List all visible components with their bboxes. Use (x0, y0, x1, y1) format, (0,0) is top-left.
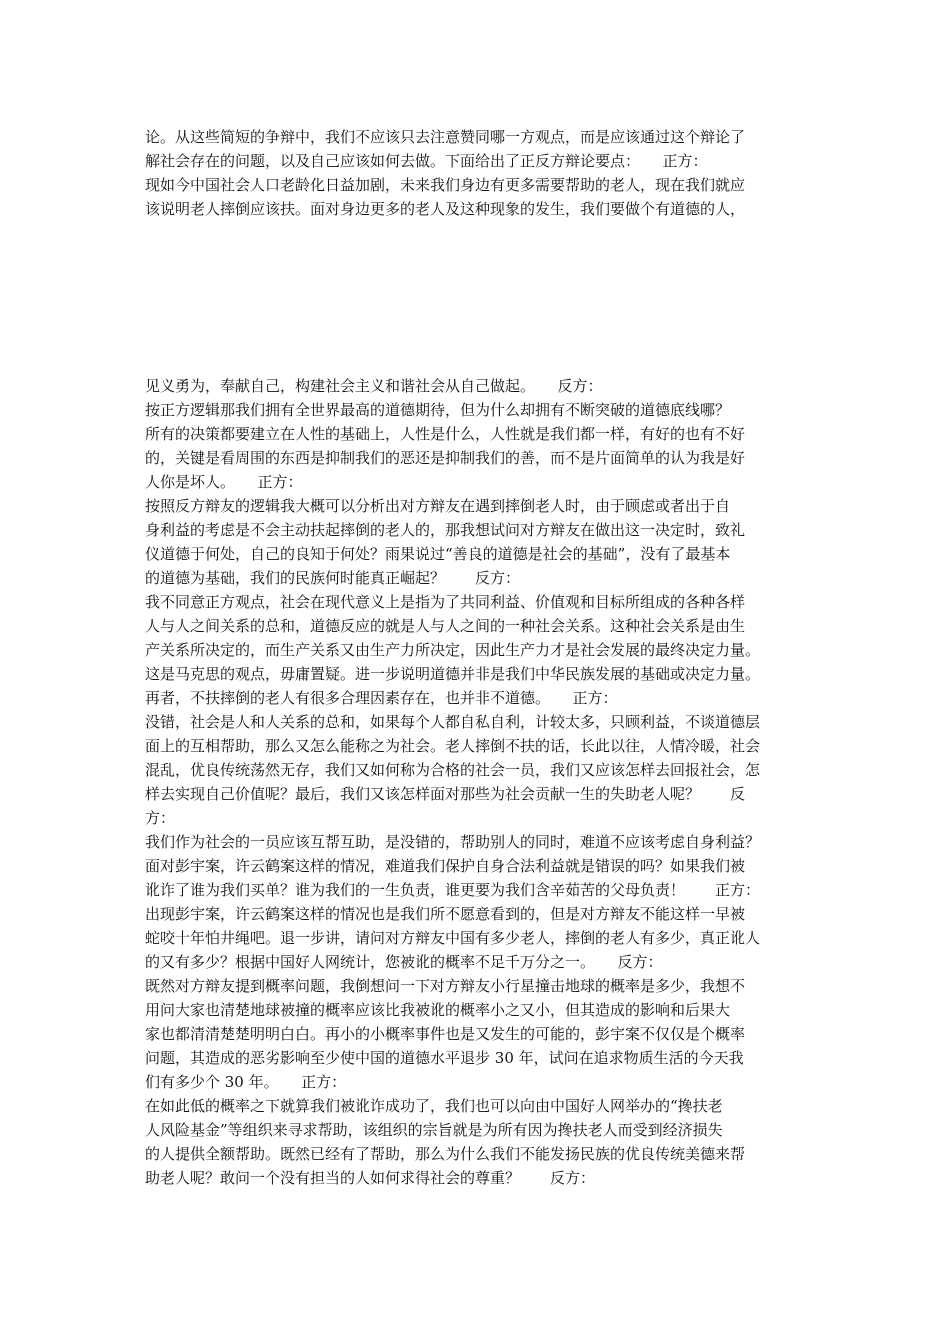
text-line: 这是马克思的观点，毋庸置疑。进一步说明道德并非是我们中华民族发展的基础或决定力量。 (145, 665, 761, 683)
text-line: 人你是坏人。 正方： (145, 473, 303, 491)
text-line: 面上的互相帮助，那么又怎么能称之为社会。老人摔倒不扶的话，长此以往，人情冷暖，社会 (145, 737, 761, 755)
text-line: 我们作为社会的一员应该互帮互助，是没错的，帮助别人的同时，难道不应该考虑自身利益？ (145, 833, 761, 851)
text-block-main (145, 374, 825, 1190)
text-line: 的又有多少？根据中国好人网统计，您被讹的概率不足千万分之一。 反方： (145, 953, 663, 971)
text-line: 家也都清清楚楚明明白白。再小的小概率事件也是又发生的可能的，彭宇案不仅仅是个概率 (145, 1025, 746, 1043)
text-line: 身利益的考虑是不会主动扶起摔倒的老人的，那我想试问对方辩友在做出这一决定时，致礼 (145, 521, 746, 539)
text-line: 在如此低的概率之下就算我们被讹诈成功了，我们也可以向由中国好人网举办的“搀扶老 (145, 1097, 723, 1115)
text-line: 现如今中国社会人口老龄化日益加剧，未来我们身边有更多需要帮助的老人，现在我们就应 (145, 176, 746, 194)
text-line: 蛇咬十年怕井绳吧。退一步讲，请问对方辩友中国有多少老人，摔倒的老人有多少，真正讹人 (145, 929, 761, 947)
text-line: 再者，不扶摔倒的老人有很多合理因素存在，也并非不道德。 正方： (145, 689, 618, 707)
text-line: 面对彭宇案，许云鹤案这样的情况，难道我们保护自身合法利益就是错误的吗？如果我们被 (145, 857, 746, 875)
text-line: 人风险基金”等组织来寻求帮助，该组织的宗旨就是为所有因为搀扶老人而受到经济损失 (145, 1121, 723, 1139)
text-line: 的道德为基础，我们的民族何时能真正崛起？ 反方： (145, 569, 521, 587)
text-line: 们有多少个 30 年。 正方： (145, 1073, 347, 1091)
text-line: 解社会存在的问题，以及自己应该如何去做。下面给出了正反方辩论要点： 正方： (145, 152, 708, 170)
text-line: 讹诈了谁为我们买单？谁为我们的一生负责，谁更要为我们含辛茹苦的父母负责！ 正方： (145, 881, 761, 899)
text-line: 论。从这些简短的争辩中，我们不应该只去注意赞同哪一方观点，而是应该通过这个辩论了 (145, 128, 746, 146)
text-line: 见义勇为，奉献自己，构建社会主义和谐社会从自己做起。 反方： (145, 377, 603, 395)
text-line: 该说明老人摔倒应该扶。面对身边更多的老人及这种现象的发生，我们要做个有道德的人， (145, 200, 746, 218)
text-line: 样去实现自己价值呢？最后，我们又该怎样面对那些为社会贡献一生的失助老人呢？ 反 (145, 785, 746, 803)
text-line: 既然对方辩友提到概率问题，我倒想问一下对方辩友小行星撞击地球的概率是多少，我想不 (145, 977, 746, 995)
text-line: 我不同意正方观点，社会在现代意义上是指为了共同利益、价值观和目标所组成的各种各样 (145, 593, 746, 611)
text-line: 方： (145, 809, 176, 827)
text-line: 问题，其造成的恶劣影响至少使中国的道德水平退步 30 年，试问在追求物质生活的今天我 (145, 1049, 744, 1067)
text-line: 所有的决策都要建立在人性的基础上，人性是什么，人性就是我们都一样，有好的也有不好 (145, 425, 746, 443)
text-line: 的人提供全额帮助。既然已经有了帮助，那么为什么我们不能发扬民族的优良传统美德来帮 (145, 1145, 746, 1163)
text-line: 用问大家也清楚地球被撞的概率应该比我被讹的概率小之又小，但其造成的影响和后果大 (145, 1001, 731, 1019)
text-line: 的，关键是看周围的东西是抑制我们的恶还是抑制我们的善，而不是片面简单的认为我是好 (145, 449, 746, 467)
text-block-top (145, 125, 825, 221)
text-line: 仪道德于何处，自己的良知于何处？雨果说过“善良的道德是社会的基础”，没有了最基本 (145, 545, 731, 563)
text-line: 产关系所决定的，而生产关系又由生产力所决定，因此生产力才是社会发展的最终决定力量。 (145, 641, 761, 659)
text-line: 混乱，优良传统荡然无存，我们又如何称为合格的社会一员，我们又应该怎样去回报社会，怎 (145, 761, 761, 779)
text-line: 助老人呢？敢问一个没有担当的人如何求得社会的尊重？ 反方： (145, 1169, 596, 1187)
text-line: 按正方逻辑那我们拥有全世界最高的道德期待，但为什么却拥有不断突破的道德底线哪？ (145, 401, 731, 419)
text-line: 人与人之间关系的总和，道德反应的就是人与人之间的一种社会关系。这种社会关系是由生 (145, 617, 746, 635)
text-line: 按照反方辩友的逻辑我大概可以分析出对方辩友在遇到摔倒老人时，由于顾虑或者出于自 (145, 497, 731, 515)
text-line: 出现彭宇案，许云鹤案这样的情况也是我们所不愿意看到的，但是对方辩友不能这样一早被 (145, 905, 746, 923)
text-line: 没错，社会是人和人关系的总和，如果每个人都自私自利，计较太多，只顾利益，不谈道德层 (145, 713, 761, 731)
